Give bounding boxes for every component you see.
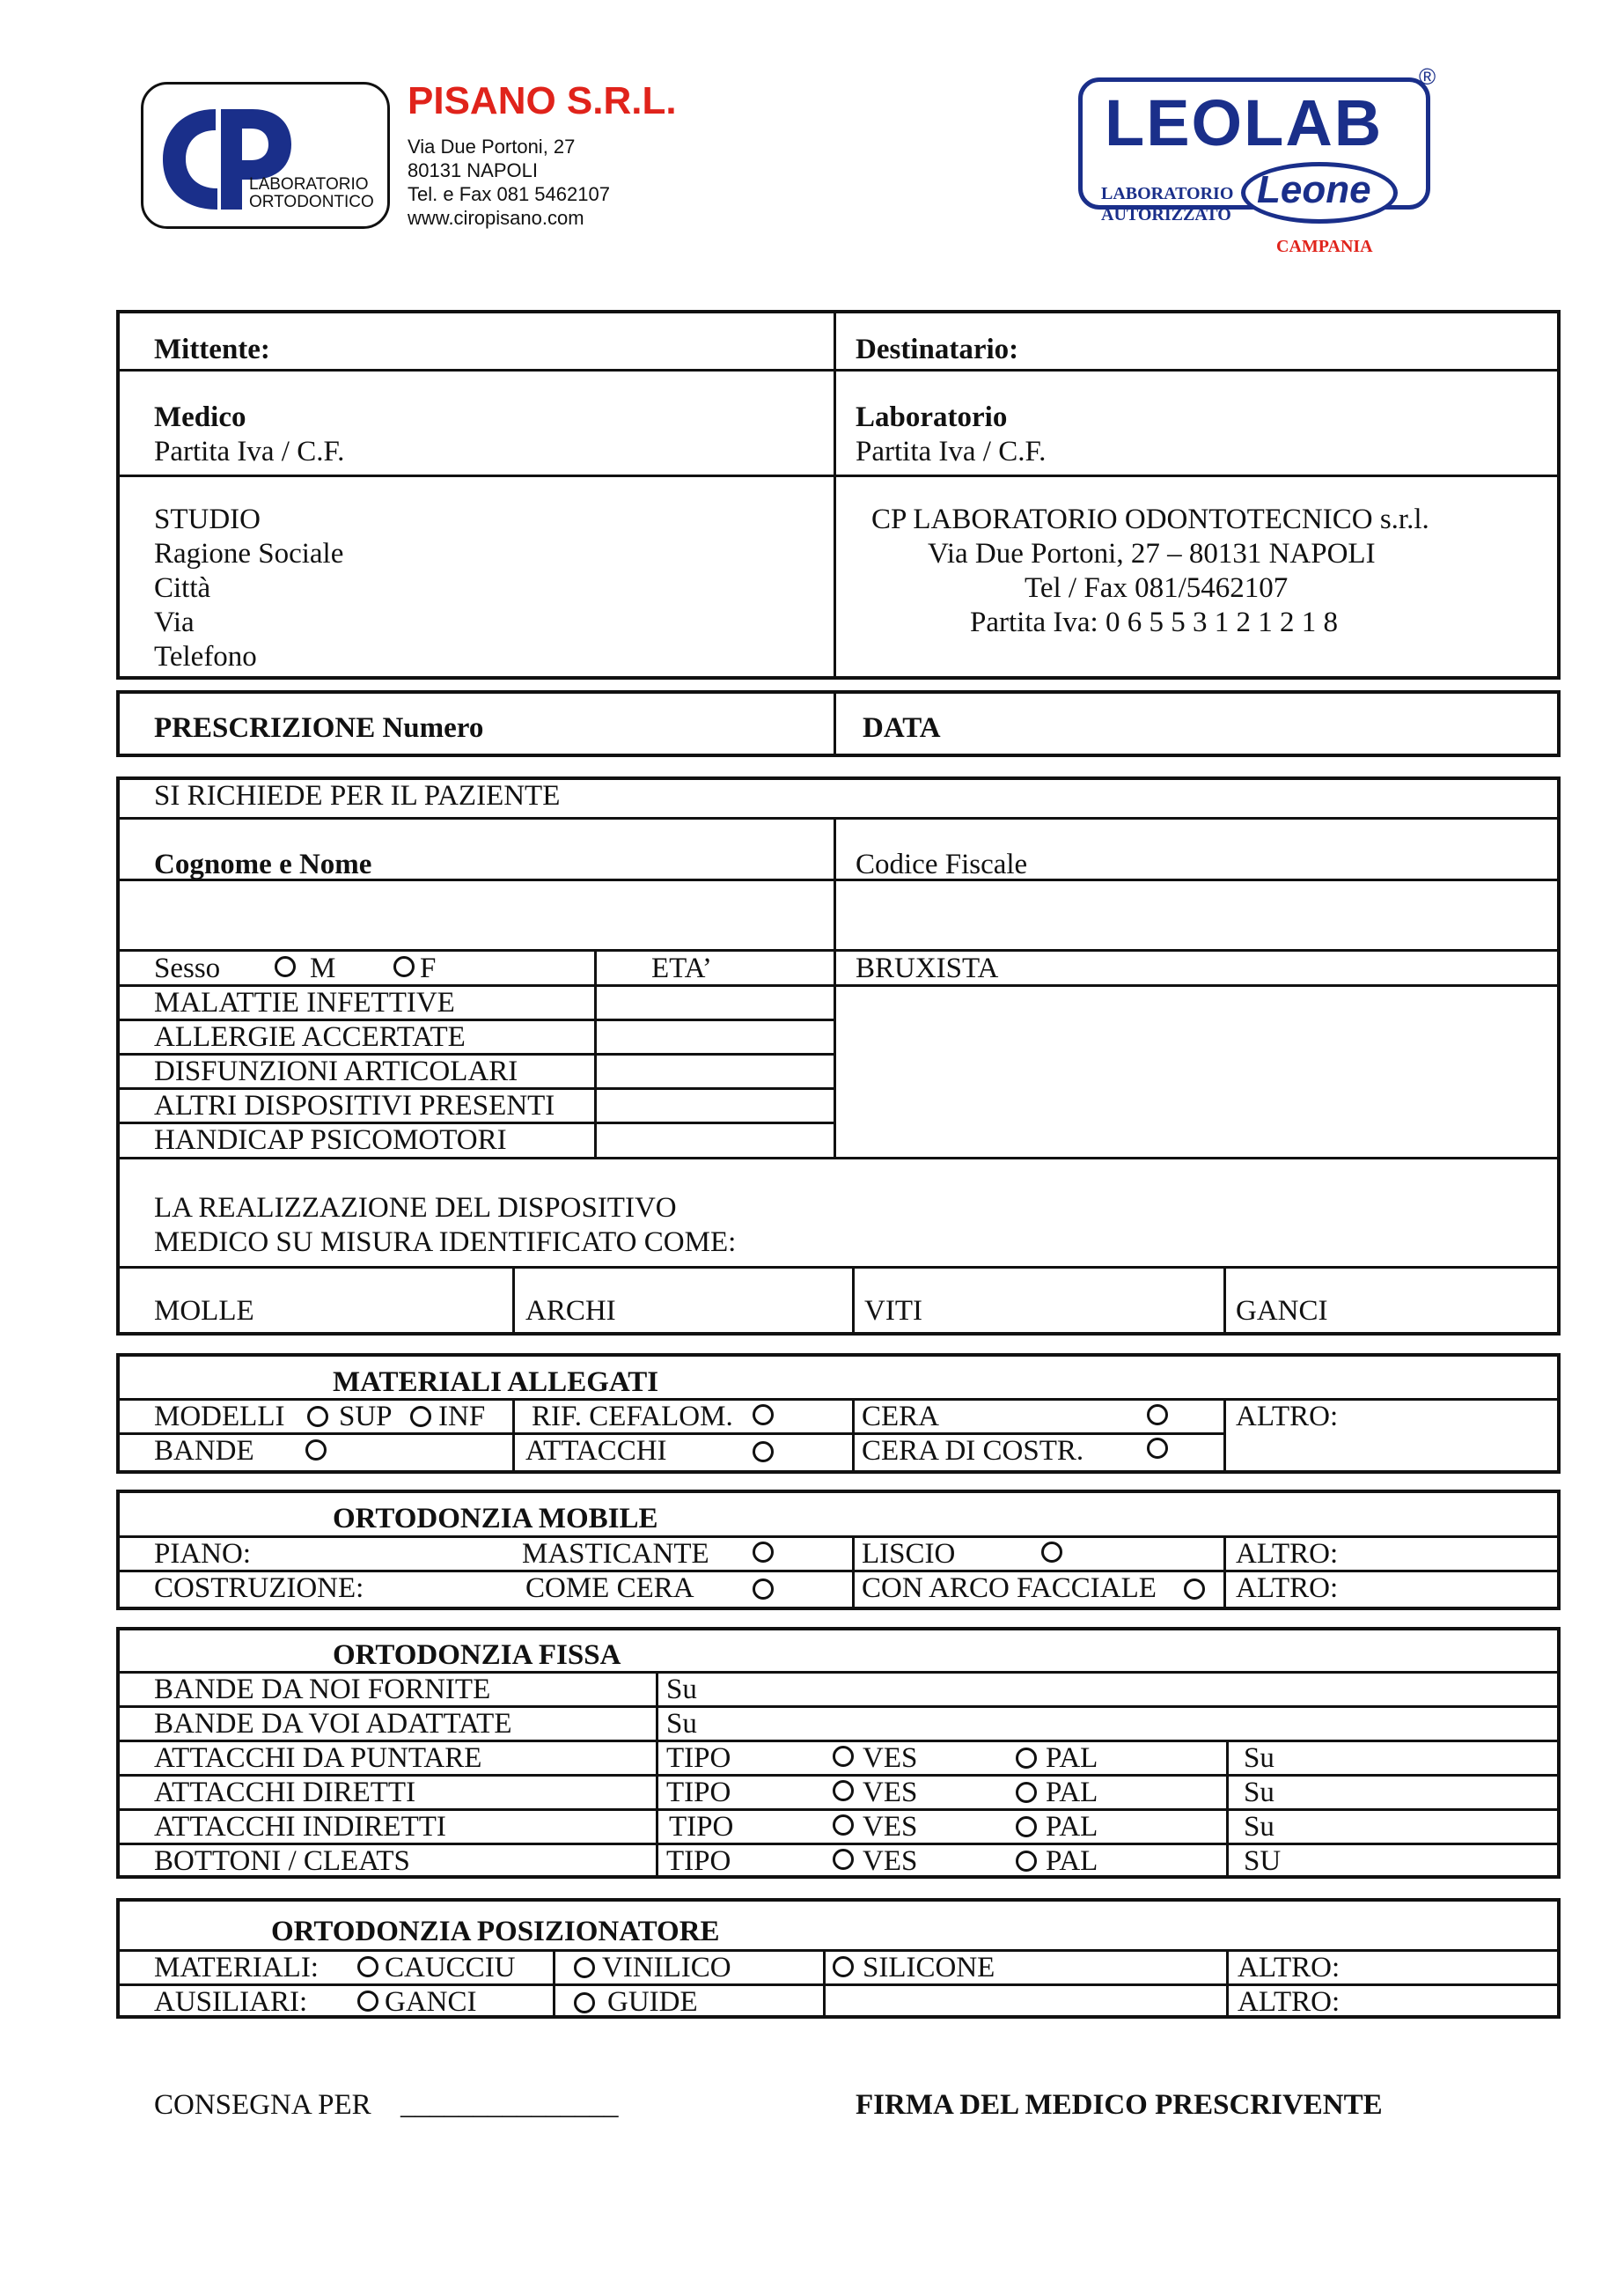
attachments-radio[interactable] xyxy=(753,1441,774,1462)
ves-label: VES xyxy=(863,1742,918,1774)
studio-line: Ragione Sociale xyxy=(154,538,344,570)
fiscal-code-field[interactable] xyxy=(837,881,1557,946)
ves-radio[interactable] xyxy=(833,1746,854,1767)
delivery-field[interactable]: _______________ xyxy=(400,2089,619,2121)
ves-radio[interactable] xyxy=(833,1780,854,1801)
studio-line: Via xyxy=(154,607,195,638)
leolab-line1: LABORATORIO xyxy=(1101,184,1234,203)
studio-line: STUDIO xyxy=(154,504,261,535)
vinyl-radio[interactable] xyxy=(574,1957,595,1978)
silicone-radio[interactable] xyxy=(833,1956,854,1977)
lab-vat: Partita Iva / C.F. xyxy=(856,436,1047,467)
pal-radio[interactable] xyxy=(1016,1782,1037,1803)
bands-radio[interactable] xyxy=(305,1439,327,1461)
facebow-label: CON ARCO FACCIALE xyxy=(862,1572,1157,1604)
fixed-row-su2: SU xyxy=(1244,1845,1282,1877)
patient-name-label: Cognome e Nome xyxy=(154,849,372,880)
as-wax-label: COME CERA xyxy=(525,1572,694,1604)
pal-radio[interactable] xyxy=(1016,1748,1037,1769)
condition-label: DISFUNZIONI ARTICOLARI xyxy=(154,1056,518,1087)
studio-line: Città xyxy=(154,572,211,604)
guides-label: GUIDE xyxy=(607,1986,698,2018)
models-label: MODELLI xyxy=(154,1401,285,1432)
condition-label: HANDICAP PSICOMOTORI xyxy=(154,1124,507,1156)
wax-radio[interactable] xyxy=(1147,1404,1168,1425)
sup-radio[interactable] xyxy=(307,1406,328,1427)
rubber-radio[interactable] xyxy=(357,1956,378,1977)
smooth-radio[interactable] xyxy=(1041,1542,1062,1563)
doctor-label: Medico xyxy=(154,401,246,433)
parties-box xyxy=(116,310,1561,680)
hooks-label: GANCI xyxy=(385,1986,477,2018)
fixed-row-label: ATTACCHI DIRETTI xyxy=(154,1777,416,1808)
fixed-row-tipo: TIPO xyxy=(666,1845,731,1877)
ves-label: VES xyxy=(863,1811,918,1843)
ves-label: VES xyxy=(863,1777,918,1808)
fixed-row-tipo: TIPO xyxy=(666,1742,731,1774)
fixed-title: ORTODONZIA FISSA xyxy=(333,1639,621,1671)
lab-info-line: CP LABORATORIO ODONTOTECNICO s.r.l. xyxy=(871,504,1429,535)
chewing-label: MASTICANTE xyxy=(522,1538,709,1570)
device-text-line2: MEDICO SU MISURA IDENTIFICATO COME: xyxy=(154,1226,737,1258)
fixed-row-label: BANDE DA VOI ADATTATE xyxy=(154,1708,512,1740)
sex-f-radio[interactable] xyxy=(393,956,415,977)
fixed-row-tipo: TIPO xyxy=(666,1777,731,1808)
device-part-ganci: GANCI xyxy=(1236,1295,1328,1327)
bands-label: BANDE xyxy=(154,1435,254,1467)
age-label: ETA’ xyxy=(651,953,712,984)
condition-label: ALLERGIE ACCERTATE xyxy=(154,1021,466,1053)
ves-radio[interactable] xyxy=(833,1814,854,1836)
pal-label: PAL xyxy=(1046,1777,1098,1808)
recipient-label: Destinatario: xyxy=(856,334,1019,365)
signature-label: FIRMA DEL MEDICO PRESCRIVENTE xyxy=(856,2089,1383,2121)
sup-label: SUP xyxy=(339,1401,393,1432)
positioner-other2-label: ALTRO: xyxy=(1238,1986,1341,2018)
silicone-label: SILICONE xyxy=(863,1952,995,1983)
sex-m-radio[interactable] xyxy=(275,956,296,977)
as-wax-radio[interactable] xyxy=(753,1578,774,1600)
cephalom-radio[interactable] xyxy=(753,1404,774,1425)
company-phone: Tel. e Fax 081 5462107 xyxy=(408,183,610,205)
fixed-row-su: Su xyxy=(666,1708,697,1740)
leolab-region: CAMPANIA xyxy=(1276,237,1373,256)
lab-info-line: Partita Iva: 0 6 5 5 3 1 2 1 2 1 8 xyxy=(970,607,1338,638)
cp-logo xyxy=(141,82,390,229)
facebow-radio[interactable] xyxy=(1184,1578,1205,1600)
company-address: Via Due Portoni, 27 xyxy=(408,136,576,158)
chewing-radio[interactable] xyxy=(753,1542,774,1563)
device-part-molle: MOLLE xyxy=(154,1295,254,1327)
rubber-label: CAUCCIU xyxy=(385,1952,516,1983)
inf-label: INF xyxy=(438,1401,486,1432)
fixed-row-su: Su xyxy=(666,1674,697,1705)
condition-label: ALTRI DISPOSITIVI PRESENTI xyxy=(154,1090,555,1122)
cp-logo-line2: ORTODONTICO xyxy=(249,193,374,211)
fixed-row-su2: Su xyxy=(1244,1742,1274,1774)
positioner-other1-label: ALTRO: xyxy=(1238,1952,1341,1983)
fixed-row-su2: Su xyxy=(1244,1811,1274,1843)
hooks-radio[interactable] xyxy=(357,1991,378,2012)
lab-info-line: Via Due Portoni, 27 – 80131 NAPOLI xyxy=(928,538,1376,570)
studio-line: Telefono xyxy=(154,641,257,673)
delivery-label: CONSEGNA PER xyxy=(154,2089,371,2121)
cp-logo-line1: LABORATORIO xyxy=(249,175,369,194)
leolab-line2: AUTORIZZATO xyxy=(1101,205,1231,224)
cephalom-label: RIF. CEFALOM. xyxy=(532,1401,733,1432)
company-name: PISANO S.R.L. xyxy=(408,79,677,122)
vinyl-label: VINILICO xyxy=(602,1952,731,1983)
fiscal-code-label: Codice Fiscale xyxy=(856,849,1028,880)
pal-label: PAL xyxy=(1046,1845,1098,1877)
patient-request: SI RICHIEDE PER IL PAZIENTE xyxy=(154,780,561,812)
positioner-materials-label: MATERIALI: xyxy=(154,1952,319,1983)
aux-label: AUSILIARI: xyxy=(154,1986,308,2018)
pal-radio[interactable] xyxy=(1016,1851,1037,1872)
device-part-archi: ARCHI xyxy=(525,1295,616,1327)
materials-other-label: ALTRO: xyxy=(1236,1401,1339,1432)
prescription-number-label[interactable]: PRESCRIZIONE Numero xyxy=(154,712,484,744)
materials-title: MATERIALI ALLEGATI xyxy=(333,1366,659,1398)
positioner-title: ORTODONZIA POSIZIONATORE xyxy=(271,1916,720,1947)
condition-label: MALATTIE INFETTIVE xyxy=(154,987,455,1019)
fixed-row-label: BANDE DA NOI FORNITE xyxy=(154,1674,491,1705)
wax-label: CERA xyxy=(862,1401,940,1432)
pal-label: PAL xyxy=(1046,1811,1098,1843)
smooth-label: LISCIO xyxy=(862,1538,956,1570)
plane-label: PIANO: xyxy=(154,1538,252,1570)
fixed-row-label: ATTACCHI DA PUNTARE xyxy=(154,1742,482,1774)
registered-mark: ® xyxy=(1419,63,1436,90)
guides-radio[interactable] xyxy=(574,1992,595,2013)
construction-wax-radio[interactable] xyxy=(1147,1438,1168,1459)
lab-info-line: Tel / Fax 081/5462107 xyxy=(1025,572,1289,604)
construction-label: COSTRUZIONE: xyxy=(154,1572,364,1604)
leone-script: Leone xyxy=(1257,168,1371,211)
patient-name-field[interactable] xyxy=(120,881,832,946)
fixed-row-su2: Su xyxy=(1244,1777,1274,1808)
sex-label: Sesso xyxy=(154,953,221,984)
mobile-title: ORTODONZIA MOBILE xyxy=(333,1503,658,1534)
company-city: 80131 NAPOLI xyxy=(408,159,538,181)
sex-m-label: M xyxy=(310,953,336,984)
sex-f-label: F xyxy=(420,953,437,984)
construction-wax-label: CERA DI COSTR. xyxy=(862,1435,1084,1467)
device-part-viti: VITI xyxy=(864,1295,922,1327)
sender-label: Mittente: xyxy=(154,334,270,365)
mobile-other1-label: ALTRO: xyxy=(1236,1538,1339,1570)
prescription-date-label[interactable]: DATA xyxy=(863,712,941,744)
attachments-label: ATTACCHI xyxy=(525,1435,667,1467)
device-text-line1: LA REALIZZAZIONE DEL DISPOSITIVO xyxy=(154,1192,677,1224)
pal-label: PAL xyxy=(1046,1742,1098,1774)
ves-label: VES xyxy=(863,1845,918,1877)
fixed-row-tipo: TIPO xyxy=(669,1811,734,1843)
ves-radio[interactable] xyxy=(833,1849,854,1870)
pal-radio[interactable] xyxy=(1016,1816,1037,1837)
fixed-row-label: ATTACCHI INDIRETTI xyxy=(154,1811,446,1843)
lab-label: Laboratorio xyxy=(856,401,1008,433)
leolab-brand: LEOLAB xyxy=(1105,86,1384,159)
mobile-other2-label: ALTRO: xyxy=(1236,1572,1339,1604)
inf-radio[interactable] xyxy=(410,1406,431,1427)
doctor-vat: Partita Iva / C.F. xyxy=(154,436,345,467)
bruxism-label: BRUXISTA xyxy=(856,953,999,984)
fixed-row-label: BOTTONI / CLEATS xyxy=(154,1845,410,1877)
company-website: www.ciropisano.com xyxy=(408,207,584,229)
